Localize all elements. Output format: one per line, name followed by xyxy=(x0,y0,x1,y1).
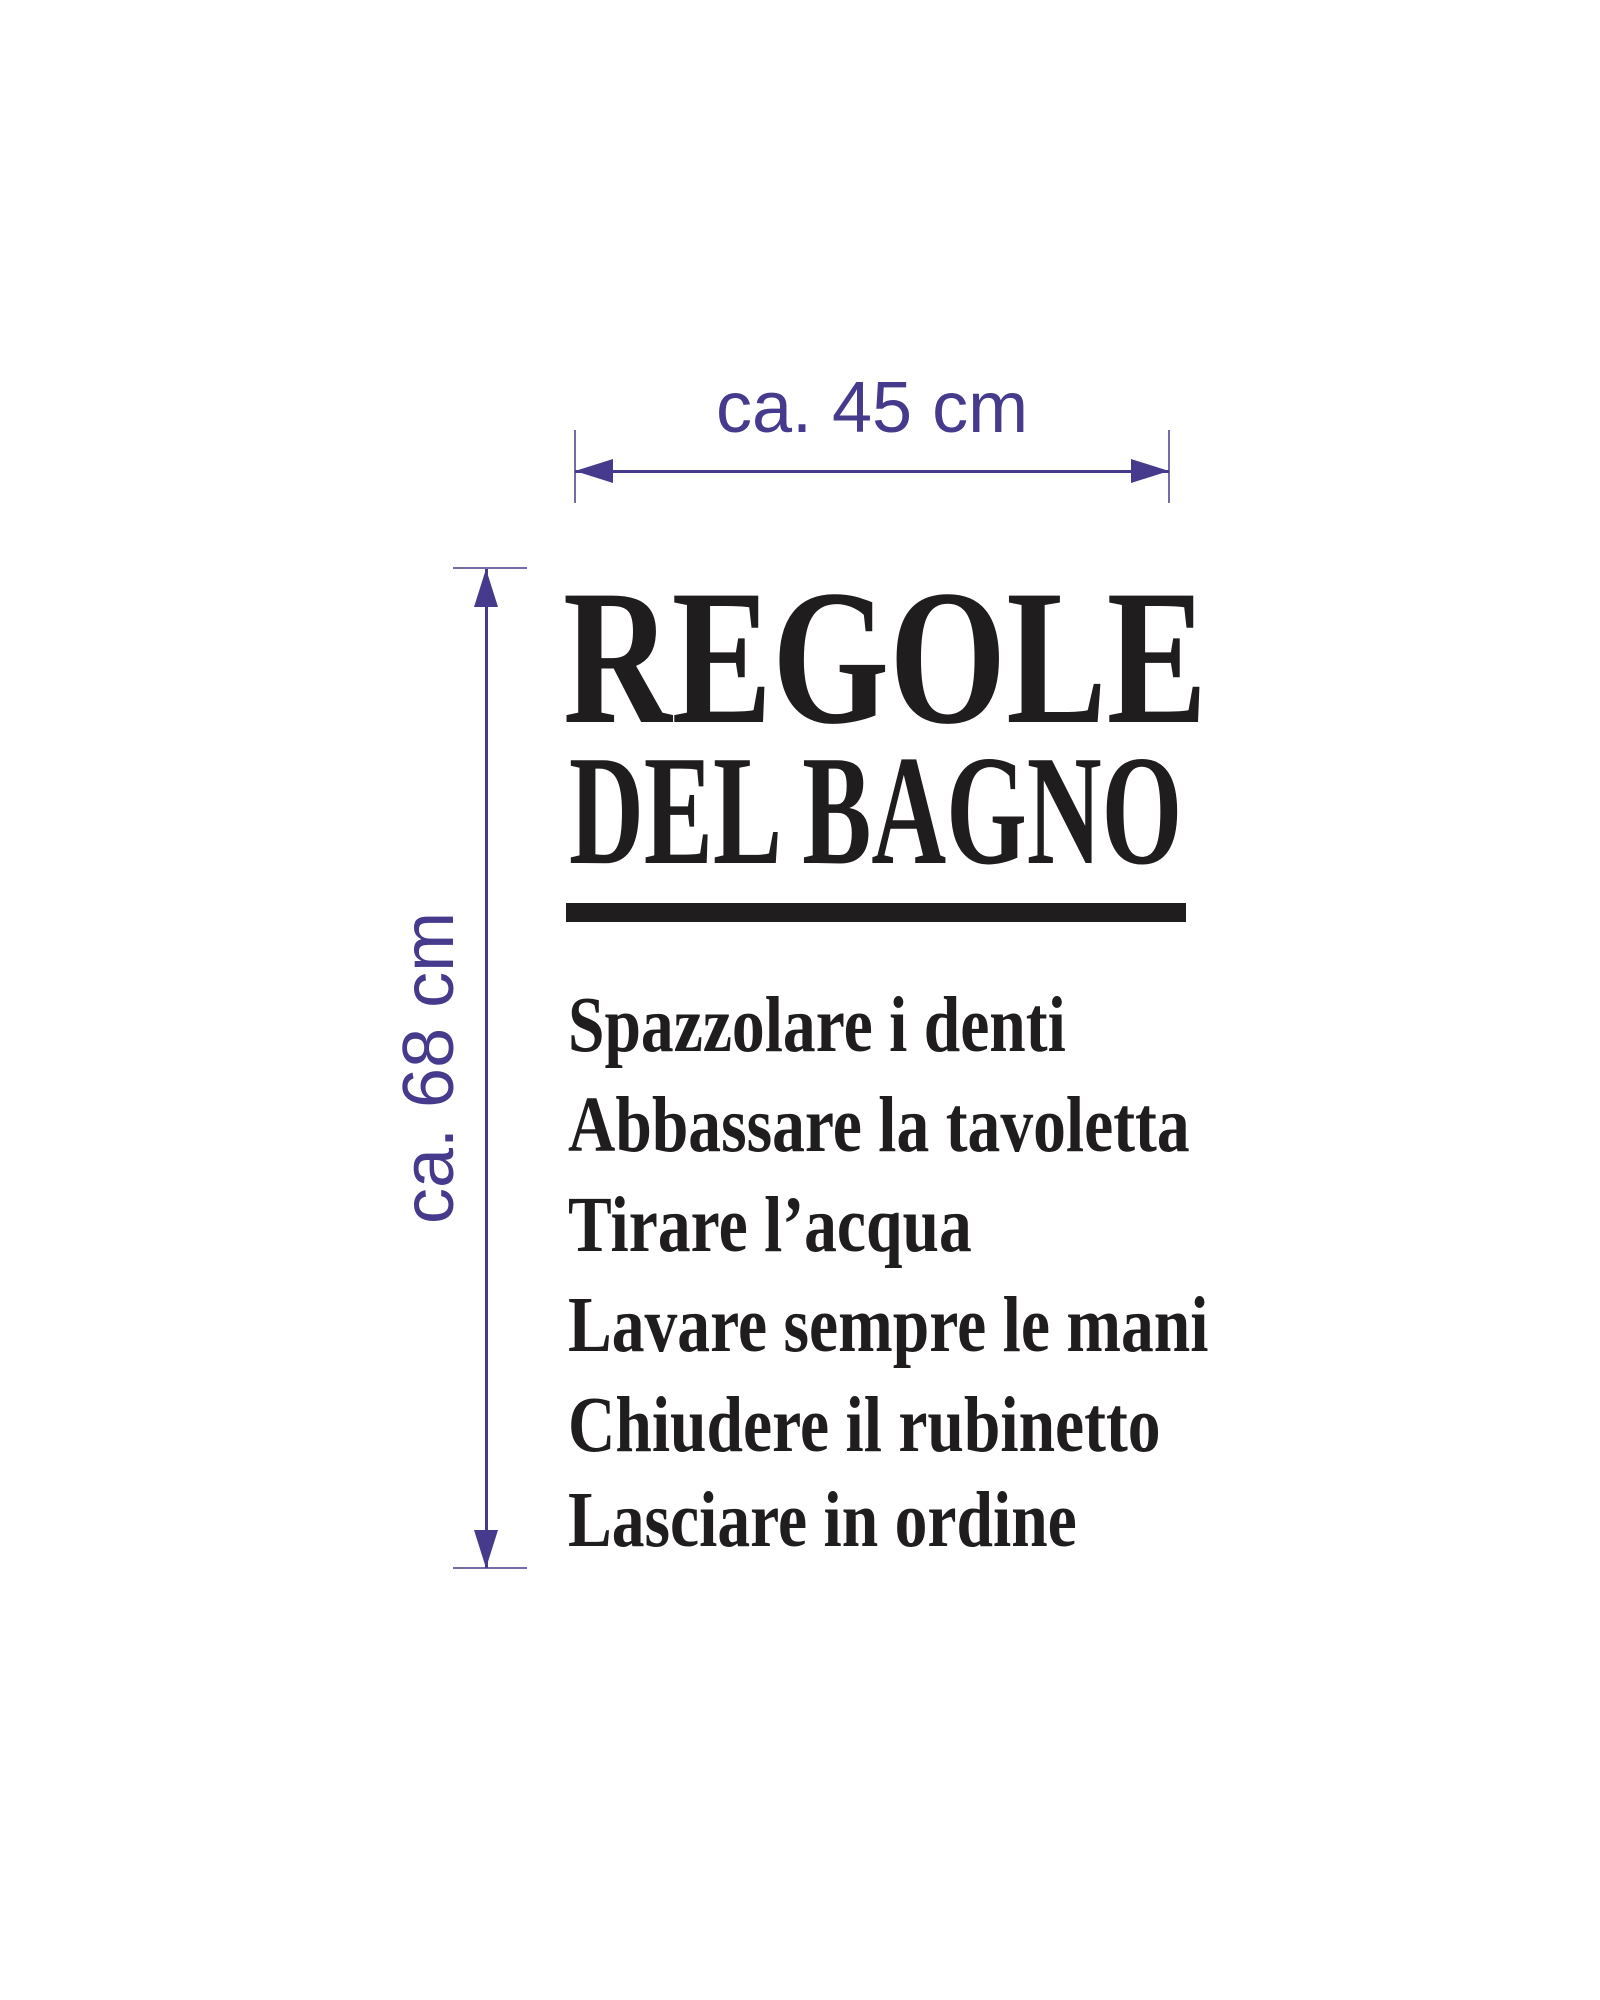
arrowhead-left-icon xyxy=(575,459,613,483)
rule-item: Spazzolare i denti xyxy=(568,982,1066,1069)
arrowhead-down-icon xyxy=(474,1530,498,1568)
title-divider-rule xyxy=(566,903,1186,922)
height-dimension-label: ca. 68 cm xyxy=(389,911,469,1224)
height-bottom-end-tick xyxy=(453,1567,527,1569)
rule-item: Abbassare la tavoletta xyxy=(568,1082,1190,1169)
rule-item: Lavare sempre le mani xyxy=(568,1282,1209,1369)
height-top-end-tick xyxy=(453,567,527,569)
width-right-end-tick xyxy=(1168,430,1170,503)
rule-item: Chiudere il rubinetto xyxy=(568,1382,1161,1469)
arrowhead-right-icon xyxy=(1131,459,1169,483)
width-dimension-label: ca. 45 cm xyxy=(715,368,1029,448)
height-arrow-line xyxy=(485,569,488,1568)
rule-item: Lasciare in ordine xyxy=(568,1477,1077,1564)
decal-title-line1: REGOLE xyxy=(563,550,1208,764)
width-left-end-tick xyxy=(574,430,576,503)
decal-title-line2: DEL BAGNO xyxy=(569,723,1183,897)
rule-item: Tirare l’acqua xyxy=(568,1182,972,1269)
width-arrow-line xyxy=(575,470,1169,473)
arrowhead-up-icon xyxy=(474,569,498,607)
